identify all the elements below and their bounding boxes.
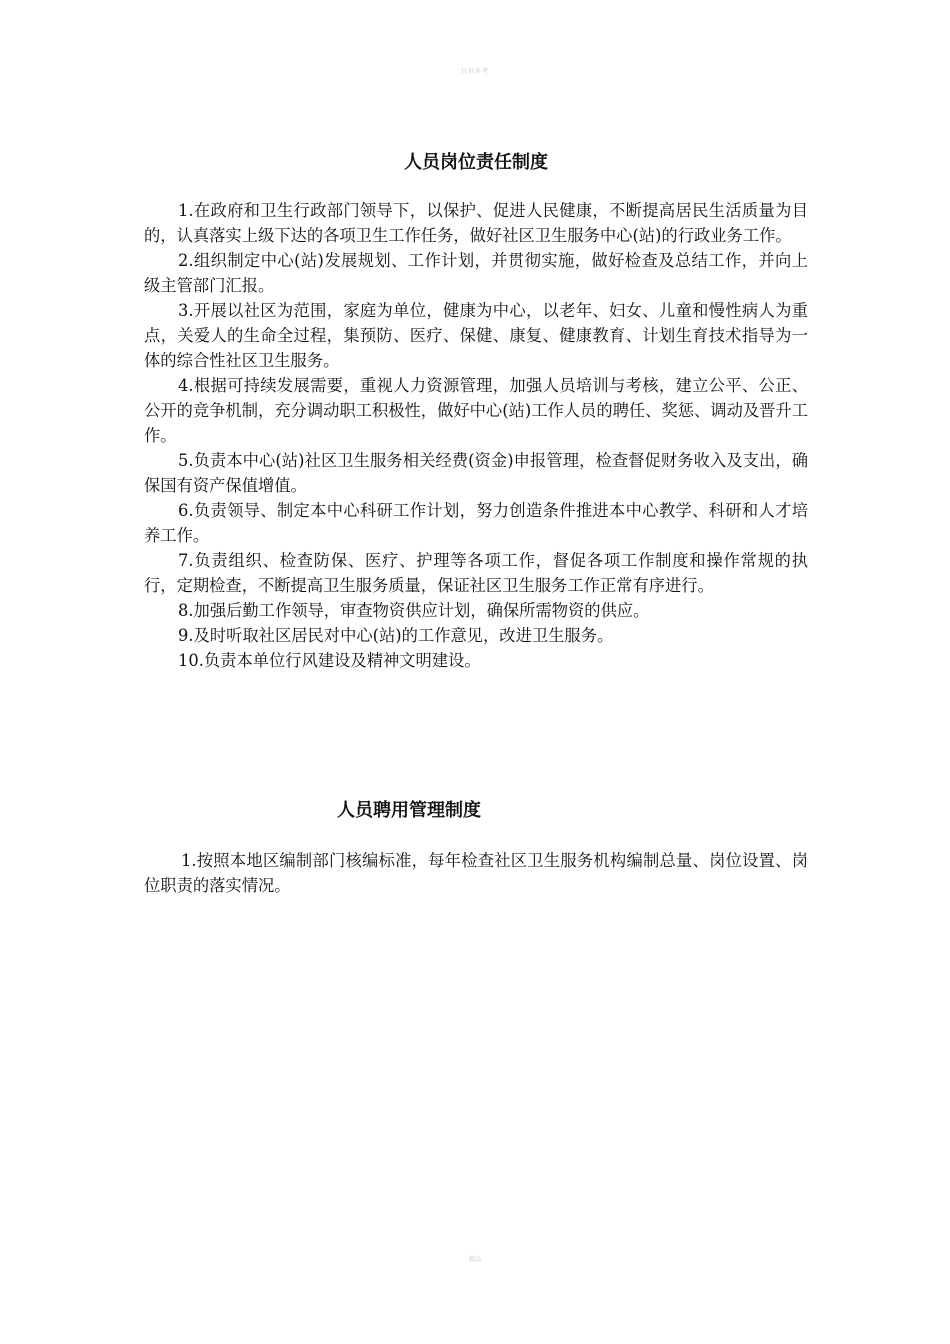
list-item: 2.组织制定中心(站)发展规划、工作计划，并贯彻实施，做好检查及总结工作，并向上级主管部门汇报。: [144, 251, 808, 295]
list-item: 8.加强后勤工作领导，审查物资供应计划，确保所需物资的供应。: [178, 601, 650, 620]
list-item: 1.在政府和卫生行政部门领导下，以保护、促进人民健康，不断提高居民生活质量为目的，认真落实上级下达的各项卫生工作任务，做好社区卫生服务中心(站)的行政业务工作。: [144, 201, 808, 245]
list-item: 6.负责领导、制定本中心科研工作计划，努力创造条件推进本中心教学、科研和人才培养工作。: [144, 501, 808, 545]
list-item: 4.根据可持续发展需要，重视人力资源管理，加强人员培训与考核，建立公平、公正、公开的竞争机制，充分调动职工积极性，做好中心(站)工作人员的聘任、奖惩、调动及晋升工作。: [144, 376, 808, 445]
footer-watermark: 精品: [468, 1256, 481, 1263]
section-title: 人员聘用管理制度: [337, 800, 481, 821]
section-recruitment-management: [144, 798, 808, 898]
list-item: 7.负责组织、检查防保、医疗、护理等各项工作，督促各项工作制度和操作常规的执行，定期检查，不断提高卫生服务质量，保证社区卫生服务工作正常有序进行。: [144, 551, 808, 595]
list-item: 10.负责本单位行风建设及精神文明建设。: [178, 651, 481, 670]
header-watermark: 仅供参考: [460, 68, 489, 75]
section-job-responsibility: [144, 150, 808, 673]
list-item: 5.负责本中心(站)社区卫生服务相关经费(资金)申报管理，检查督促财务收入及支出，确保国有资产保值增值。: [144, 451, 808, 495]
list-item: 3.开展以社区为范围，家庭为单位，健康为中心，以老年、妇女、儿童和慢性病人为重点，关爱人的生命全过程，集预防、医疗、保健、康复、健康教育、计划生育技术指导为一体的综合性社区卫生服务。: [144, 301, 808, 370]
list-item: 9.及时听取社区居民对中心(站)的工作意见，改进卫生服务。: [178, 626, 614, 645]
section-title: 人员岗位责任制度: [404, 152, 548, 173]
list-item: 1.按照本地区编制部门核编标准，每年检查社区卫生服务机构编制总量、岗位设置、岗位职责的落实情况。: [144, 851, 808, 895]
